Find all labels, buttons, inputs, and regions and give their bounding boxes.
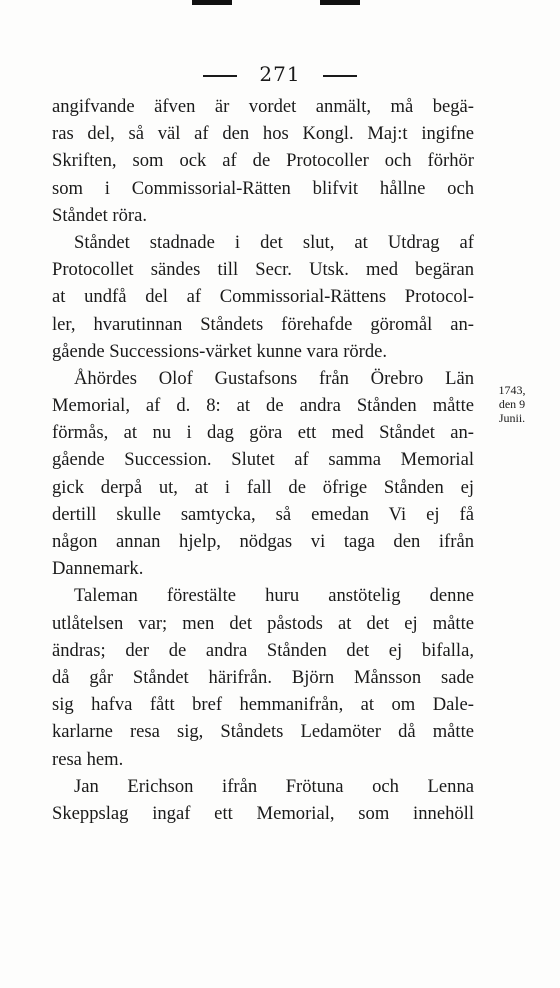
text-line: gående Successions-värket kunne vara rörde. xyxy=(52,340,388,362)
text-line: Ståndet stadnade i det slut, at Utdrag af xyxy=(74,231,474,253)
text-line: då går Ståndet härifrån. Björn Månsson sade xyxy=(52,666,474,688)
text-line: sig hafva fått bref hemmanifrån, at om Dale- xyxy=(52,694,474,716)
header-dash-right xyxy=(323,75,357,77)
text-line: Ståndet röra. xyxy=(52,204,148,226)
text-line: dertill skulle samtycka, så emedan Vi ej få xyxy=(52,503,474,525)
text-line: Skriften, som ock af de Protocoller och förhör xyxy=(52,150,474,172)
text-line: utlåtelsen var; men det påstods at det ej måtte xyxy=(52,612,474,634)
edge-mark xyxy=(192,0,232,5)
text-line: Dannemark. xyxy=(52,558,144,580)
page-top-edge xyxy=(0,0,560,10)
margin-note-day: den 9 xyxy=(498,397,526,411)
text-line: ler, hvarutinnan Ståndets förehafde göromål an- xyxy=(52,313,474,335)
page-number: 271 xyxy=(259,62,301,86)
text-line: förmås, at nu i dag göra ett med Ståndet an- xyxy=(52,422,474,444)
page-header xyxy=(0,62,560,86)
text-line: karlarne resa sig, Ståndets Ledamöter då måtte xyxy=(52,721,474,743)
body-text xyxy=(52,93,474,827)
text-line: Memorial, af d. 8: at de andra Stånden måtte xyxy=(52,395,474,417)
text-line: resa hem. xyxy=(52,748,124,770)
margin-date-note xyxy=(482,383,542,425)
margin-note-month: Junii. xyxy=(498,411,526,425)
text-line: Skeppslag ingaf ett Memorial, som innehöll xyxy=(52,802,474,824)
text-line: gick derpå ut, at i fall de öfrige Stånden ej xyxy=(52,476,474,498)
text-line: angifvande äfven är vordet anmält, må begä- xyxy=(52,96,474,117)
text-line: Åhördes Olof Gustafsons från Örebro Län xyxy=(74,367,474,389)
text-line: Protocollet sändes till Secr. Utsk. med begäran xyxy=(52,259,474,281)
text-line: Jan Erichson ifrån Frötuna och Lenna xyxy=(74,775,474,797)
text-line: någon annan hjelp, nödgas vi taga den ifrån xyxy=(52,531,474,552)
edge-mark xyxy=(320,0,360,5)
text-line: ändras; der de andra Stånden det ej bifalla, xyxy=(52,639,474,661)
text-line: ras del, så väl af den hos Kongl. Maj:t ingifne xyxy=(52,123,474,145)
text-line: gående Succession. Slutet af samma Memorial xyxy=(52,449,474,471)
margin-note-year: 1743, xyxy=(498,383,526,397)
text-line: at undfå del af Commissorial-Rättens Protocol- xyxy=(52,286,474,308)
text-line: Taleman förestälte huru anstötelig denne xyxy=(74,585,474,607)
header-dash-left xyxy=(203,75,237,77)
text-line: som i Commissorial-Rätten blifvit hållne och xyxy=(52,177,474,199)
